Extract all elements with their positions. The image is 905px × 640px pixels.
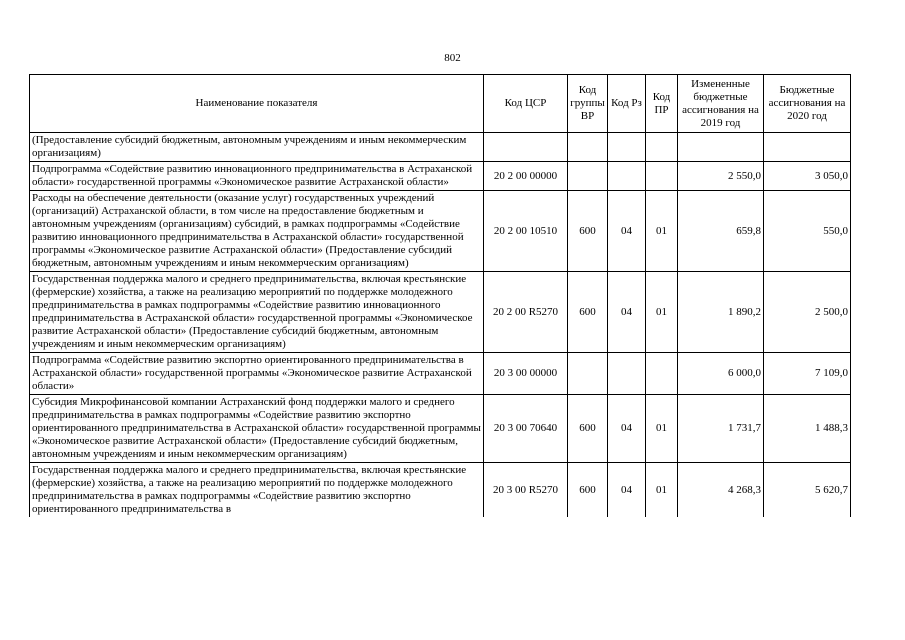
page-number: 802 xyxy=(444,52,461,64)
row-name: Подпрограмма «Содействие развитию инновационного предпринимательства в Астраханской области» государственной программы «Экономическое развитие Астраханской области» xyxy=(30,162,484,191)
row-2019: 1 890,2 xyxy=(678,272,764,353)
row-2019 xyxy=(678,133,764,162)
row-2020: 1 488,3 xyxy=(764,395,851,463)
header-csr: Код ЦСР xyxy=(484,75,568,133)
row-pr: 01 xyxy=(646,191,678,272)
header-pr: Код ПР xyxy=(646,75,678,133)
row-rz: 04 xyxy=(608,395,646,463)
header-name: Наименование показателя xyxy=(30,75,484,133)
table-row xyxy=(30,162,851,191)
row-rz: 04 xyxy=(608,191,646,272)
row-2020: 550,0 xyxy=(764,191,851,272)
row-2019: 659,8 xyxy=(678,191,764,272)
row-name: Подпрограмма «Содействие развитию экспортно ориентированного предпринимательства в Астраханской области» государственной программы «Экономическое развитие Астраханской области» xyxy=(30,353,484,395)
row-2020: 7 109,0 xyxy=(764,353,851,395)
row-vr: 600 xyxy=(568,272,608,353)
row-pr xyxy=(646,162,678,191)
row-pr xyxy=(646,133,678,162)
row-rz xyxy=(608,133,646,162)
table-row xyxy=(30,395,851,463)
row-pr: 01 xyxy=(646,395,678,463)
row-csr: 20 3 00 70640 xyxy=(484,395,568,463)
row-vr xyxy=(568,133,608,162)
row-csr: 20 2 00 10510 xyxy=(484,191,568,272)
table-row xyxy=(30,463,851,518)
header-rz: Код Рз xyxy=(608,75,646,133)
table-header-row xyxy=(30,75,851,133)
row-name: Субсидия Микрофинансовой компании Астраханский фонд поддержки малого и среднего предпринимательства в рамках подпрограммы «Содействие развитию экспортно ориентированного предпринимательства в Астраханской области» государственной программы «Экономическое развитие Астраханской области» (Предоставление субсидий бюджетным, автономным учреждениям и иным некоммерческим организациям) xyxy=(30,395,484,463)
row-csr xyxy=(484,133,568,162)
row-rz: 04 xyxy=(608,272,646,353)
header-2020: Бюджетные ассигнования на 2020 год xyxy=(764,75,851,133)
budget-table xyxy=(29,74,851,517)
row-vr: 600 xyxy=(568,395,608,463)
row-vr xyxy=(568,162,608,191)
row-csr: 20 3 00 R5270 xyxy=(484,463,568,518)
row-name: Государственная поддержка малого и среднего предпринимательства, включая крестьянские (фермерские) хозяйства, а также на реализацию мероприятий по поддержке молодежного предпринимательства в рамках подпрограммы «Содействие развитию экспортно ориентированного предпринимательства в xyxy=(30,463,484,518)
row-2020: 5 620,7 xyxy=(764,463,851,518)
row-name: Государственная поддержка малого и среднего предпринимательства, включая крестьянские (фермерские) хозяйства, а также на реализацию мероприятий по поддержке молодежного предпринимательства в рамках подпрограммы «Содействие развитию инновационного предпринимательства в Астраханской области» государственной программы «Экономическое развитие Астраханской области» (Предоставление субсидий бюджетным, автономным учреждениям и иным некоммерческим организациям) xyxy=(30,272,484,353)
row-pr xyxy=(646,353,678,395)
table-row xyxy=(30,191,851,272)
table-row xyxy=(30,272,851,353)
row-vr xyxy=(568,353,608,395)
row-csr: 20 2 00 00000 xyxy=(484,162,568,191)
row-2019: 6 000,0 xyxy=(678,353,764,395)
header-vr: Код группы ВР xyxy=(568,75,608,133)
row-name: Расходы на обеспечение деятельности (оказание услуг) государственных учреждений (организаций) Астраханской области, в том числе на предоставление бюджетным и автономным учреждениям (организациям) субсидий, в рамках подпрограммы «Содействие развитию инновационного предпринимательства в Астраханской области» государственной программы «Экономическое развитие Астраханской области» (Предоставление субсидий бюджетным, автономным учреждениям и иным некоммерческим организациям) xyxy=(30,191,484,272)
row-name: (Предоставление субсидий бюджетным, автономным учреждениям и иным некоммерческим организациям) xyxy=(30,133,484,162)
row-rz xyxy=(608,353,646,395)
table-row xyxy=(30,133,851,162)
row-rz xyxy=(608,162,646,191)
row-vr: 600 xyxy=(568,463,608,518)
row-2020: 2 500,0 xyxy=(764,272,851,353)
row-csr: 20 3 00 00000 xyxy=(484,353,568,395)
row-vr: 600 xyxy=(568,191,608,272)
row-2019: 4 268,3 xyxy=(678,463,764,518)
row-2019: 2 550,0 xyxy=(678,162,764,191)
header-2019: Измененные бюджетные ассигнования на 2019 год xyxy=(678,75,764,133)
row-2020: 3 050,0 xyxy=(764,162,851,191)
row-rz: 04 xyxy=(608,463,646,518)
row-pr: 01 xyxy=(646,463,678,518)
row-2020 xyxy=(764,133,851,162)
row-2019: 1 731,7 xyxy=(678,395,764,463)
row-pr: 01 xyxy=(646,272,678,353)
row-csr: 20 2 00 R5270 xyxy=(484,272,568,353)
table-row xyxy=(30,353,851,395)
